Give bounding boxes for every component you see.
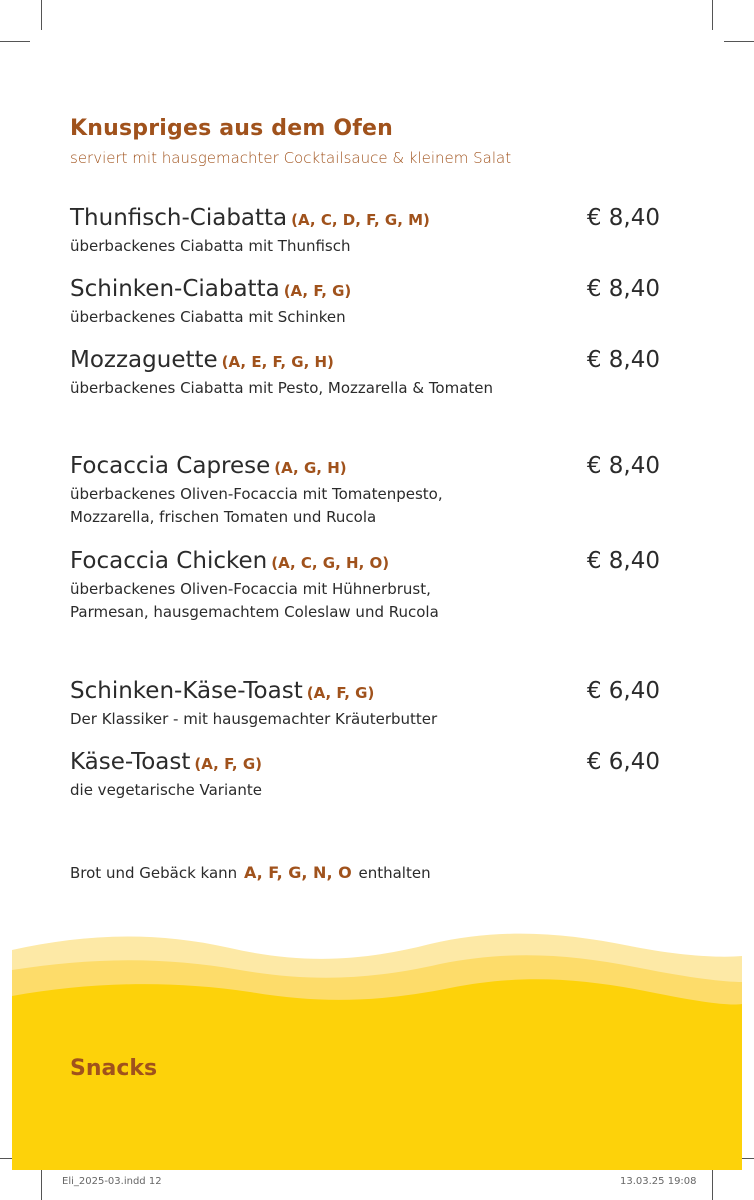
note-allergens: A, F, G, N, O [243,863,352,882]
allergen-note [70,863,431,882]
print-slug-right: 13.03.25 19:08 [620,1176,697,1187]
item-description: die vegetarische Variante [70,781,262,799]
item-name: Thunfisch-Ciabatta [70,205,288,231]
item-allergens: (A, F, G) [283,282,352,300]
item-allergens: (A, C, G, H, O) [271,554,390,572]
note-text: Brot und Gebäck kann [70,864,238,882]
item-price: € 8,40 [586,548,660,574]
item-price: € 6,40 [586,678,660,704]
crop-mark [41,0,42,30]
menu-item [70,676,670,731]
print-slug-left: Eli_2025-03.indd 12 [62,1176,162,1187]
item-price: € 6,40 [586,749,660,775]
item-allergens: (A, F, G) [194,755,262,773]
menu-item [70,546,670,624]
section-subtitle: serviert mit hausgemachter Cocktailsauce & kleinem Salat [70,149,512,167]
item-allergens: (A, G, H) [274,459,347,477]
item-name: Schinken-Ciabatta [70,276,280,302]
item-allergens: (A, E, F, G, H) [221,353,334,371]
item-description: überbackenes Ciabatta mit Thunfisch [70,237,351,255]
item-description: überbackenes Ciabatta mit Schinken [70,308,346,326]
item-name: Schinken-Käse-Toast [70,678,303,704]
item-price: € 8,40 [586,205,660,231]
menu-item [70,345,670,400]
item-name: Käse-Toast [70,749,191,775]
item-description: überbackenes Oliven-Focaccia mit Tomatenpesto, [70,485,443,503]
yellow-wave-background [0,930,754,1170]
item-description: Der Klassiker - mit hausgemachter Kräuterbutter [70,710,438,728]
item-price: € 8,40 [586,453,660,479]
note-text: enthalten [358,864,431,882]
item-description: Parmesan, hausgemachtem Coleslaw und Rucola [70,603,439,621]
item-description: Mozzarella, frischen Tomaten und Rucola [70,508,377,526]
crop-mark [712,1170,713,1200]
item-name: Mozzaguette [70,347,218,373]
menu-item [70,747,670,802]
item-description: überbackenes Ciabatta mit Pesto, Mozzarella & Tomaten [70,379,494,397]
item-name: Focaccia Caprese [70,453,271,479]
crop-mark [724,41,754,42]
item-allergens: (A, C, D, F, G, M) [291,211,430,229]
item-description: überbackenes Oliven-Focaccia mit Hühnerbrust, [70,580,431,598]
crop-mark [0,41,30,42]
item-price: € 8,40 [586,276,660,302]
item-name: Focaccia Chicken [70,548,268,574]
crop-mark [41,1170,42,1200]
menu-item [70,203,670,258]
item-allergens: (A, F, G) [306,684,375,702]
section-title: Knuspriges aus dem Ofen [70,116,393,141]
crop-mark [712,0,713,30]
menu-item [70,274,670,329]
item-price: € 8,40 [586,347,660,373]
next-section-title: Snacks [70,1056,158,1081]
menu-item [70,451,670,529]
